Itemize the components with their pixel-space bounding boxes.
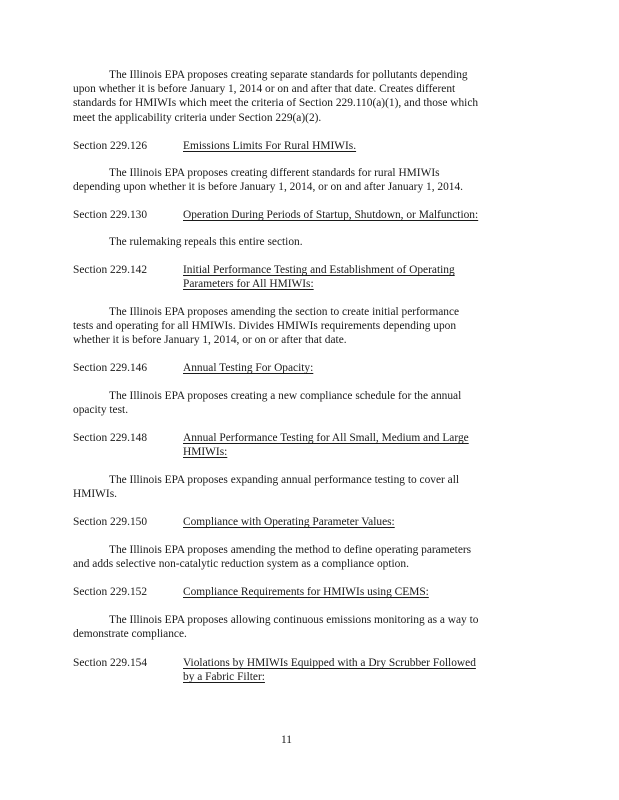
text-line: opacity test. [73, 404, 129, 417]
section-title-line: Parameters for All HMIWIs: [183, 278, 314, 291]
section-number: Section 229.142 [73, 264, 148, 276]
section-title [183, 656, 523, 684]
section-title-line: Operation During Periods of Startup, Shutdown, or Malfunction: [183, 209, 479, 221]
section-title-line: Compliance Requirements for HMIWIs using CEMS: [183, 586, 429, 598]
section-title [183, 431, 523, 459]
text-line: whether it is before January 1, 2014, or on or after that date. [73, 334, 347, 347]
text-line: The Illinois EPA proposes creating separate standards for pollutants depending [109, 69, 468, 81]
text-line: standards for HMIWIs which meet the criteria of Section 229.110(a)(1), and those which [73, 97, 479, 110]
section-number: Section 229.152 [73, 586, 148, 598]
text-line: HMIWIs. [73, 488, 117, 501]
section-title-line: Emissions Limits For Rural HMIWIs. [183, 140, 357, 152]
text-line: upon whether it is before January 1, 2014 or on and after that date. Creates different [73, 83, 456, 96]
section-number: Section 229.150 [73, 516, 148, 528]
paragraph-cems-compliance [73, 613, 513, 641]
paragraph-operating-parameters [73, 543, 513, 571]
text-line: The Illinois EPA proposes allowing continuous emissions monitoring as a way to [109, 614, 479, 626]
text-line: The Illinois EPA proposes amending the method to define operating parameters [109, 544, 472, 556]
paragraph-rural-standards [73, 166, 513, 194]
text-line: The Illinois EPA proposes creating different standards for rural HMIWIs [109, 167, 440, 179]
paragraph-initial-performance [73, 305, 513, 348]
section-title-line: by a Fabric Filter: [183, 671, 265, 684]
text-line: tests and operating for all HMIWIs. Divides HMIWIs requirements depending upon [73, 320, 457, 333]
section-title [183, 361, 523, 375]
section-number: Section 229.126 [73, 140, 148, 152]
section-number: Section 229.130 [73, 209, 148, 221]
paragraph-opacity-schedule [73, 389, 513, 417]
paragraph-annual-testing [73, 473, 513, 501]
text-line: depending upon whether it is before January 1, 2014, or on and after January 1, 2014. [73, 181, 464, 194]
paragraph-repeal: The rulemaking repeals this entire section. [109, 236, 303, 248]
text-line: demonstrate compliance. [73, 628, 187, 641]
section-title-line: Annual Performance Testing for All Small, Medium and Large [183, 432, 469, 444]
section-title [183, 263, 523, 291]
section-title-line: Compliance with Operating Parameter Values: [183, 516, 395, 528]
text-line: The Illinois EPA proposes creating a new compliance schedule for the annual [109, 390, 462, 402]
section-title [183, 515, 523, 529]
section-title [183, 208, 523, 222]
section-title [183, 585, 523, 599]
page-number: 11 [281, 734, 292, 746]
section-number: Section 229.148 [73, 432, 148, 444]
text-line: The Illinois EPA proposes expanding annual performance testing to cover all [109, 474, 460, 486]
section-title-line: HMIWIs: [183, 446, 228, 459]
section-title-line: Violations by HMIWIs Equipped with a Dry Scrubber Followed [183, 657, 476, 669]
section-number: Section 229.146 [73, 362, 148, 374]
section-title-line: Initial Performance Testing and Establishment of Operating [183, 264, 455, 276]
text-line: and adds selective non-catalytic reduction system as a compliance option. [73, 558, 409, 571]
section-title [183, 139, 523, 153]
text-line: The Illinois EPA proposes amending the section to create initial performance [109, 306, 460, 318]
paragraph-pollutant-standards [73, 68, 513, 125]
text-line: meet the applicability criteria under Section 229(a)(2). [73, 111, 322, 124]
section-number: Section 229.154 [73, 657, 148, 669]
section-title-line: Annual Testing For Opacity: [183, 362, 314, 374]
